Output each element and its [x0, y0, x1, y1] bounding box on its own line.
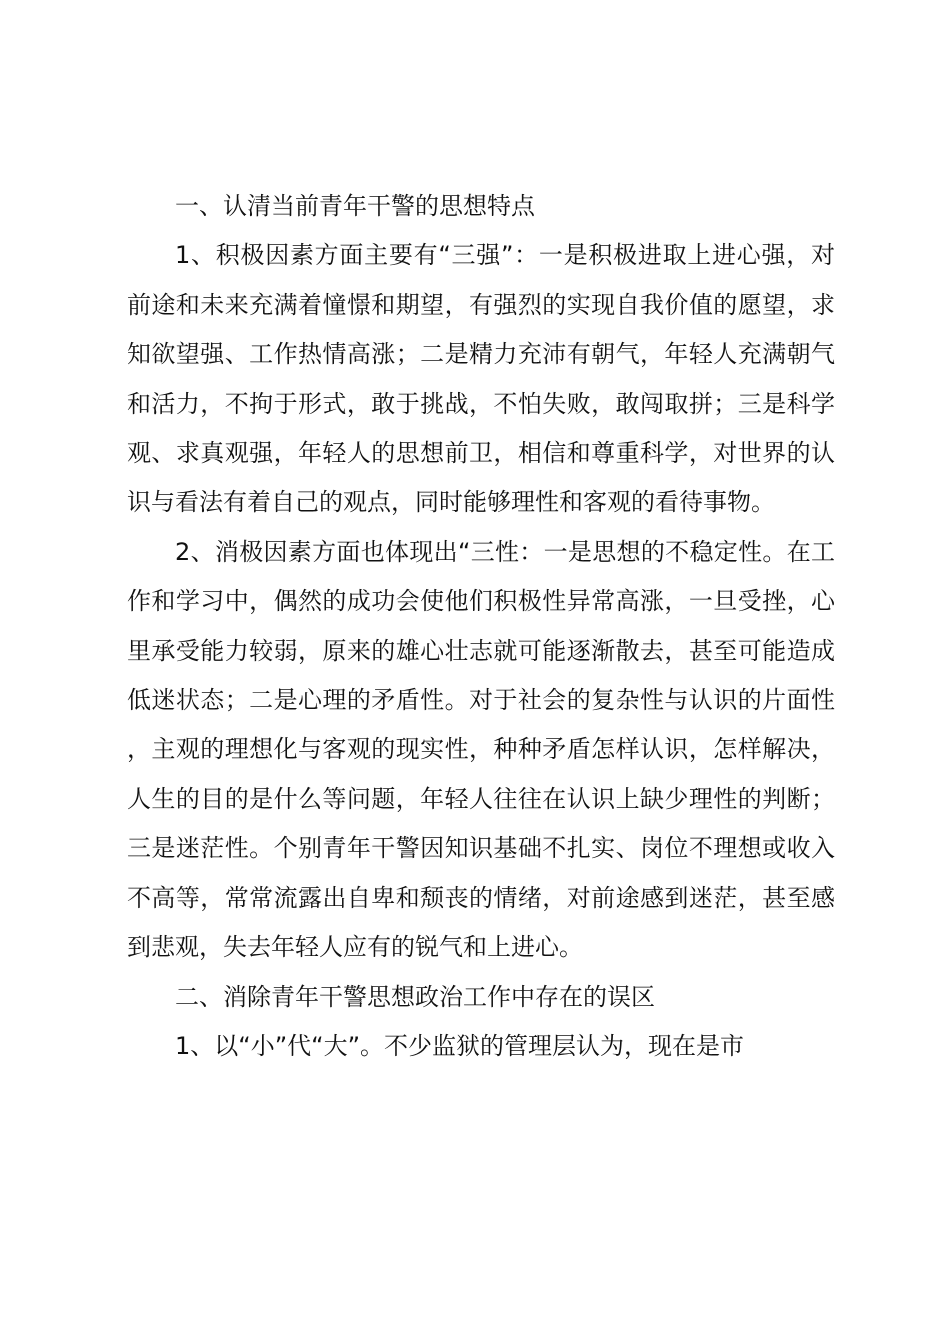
document-body: [127, 182, 835, 1071]
paragraph-small-for-big: 1、以“小”代“大”。不少监狱的管理层认为，现在是市: [175, 1031, 745, 1060]
paragraph-positive-factors: 1、积极因素方面主要有“三强”：一是积极进取上进心强，对前途和未来充满着憧憬和期望，有强烈的实现自我价值的愿望，求知欲望强、工作热情高涨；二是精力充沛有朝气，年轻人充满朝气和活力，不拘于形式，敢于挑战，不怕失败，敢闯取拼；三是科学观、求真观强，年轻人的思想前卫，相信和尊重科学，对世界的认识与看法有着自己的观点，同时能够理性和客观的看待事物。: [127, 241, 835, 517]
section-heading-2: 二、消除青年干警思想政治工作中存在的误区: [175, 982, 655, 1011]
paragraph-negative-factors: 2、消极因素方面也体现出“三性：一是思想的不稳定性。在工作和学习中，偶然的成功会使他们积极性异常高涨，一旦受挫，心里承受能力较弱，原来的雄心壮志就可能逐渐散去，甚至可能造成低迷状态；二是心理的矛盾性。对于社会的复杂性与认识的片面性，主观的理想化与客观的现实性，种种矛盾怎样认识，怎样解决，人生的目的是什么等问题，年轻人往往在认识上缺少理性的判断；三是迷茫性。个别青年干警因知识基础不扎实、岗位不理想或收入不高等，常常流露出自卑和颓丧的情绪，对前途感到迷茫，甚至感到悲观，失去年轻人应有的锐气和上进心。: [127, 537, 835, 962]
section-heading-1: 一、认清当前青年干警的思想特点: [175, 192, 535, 220]
